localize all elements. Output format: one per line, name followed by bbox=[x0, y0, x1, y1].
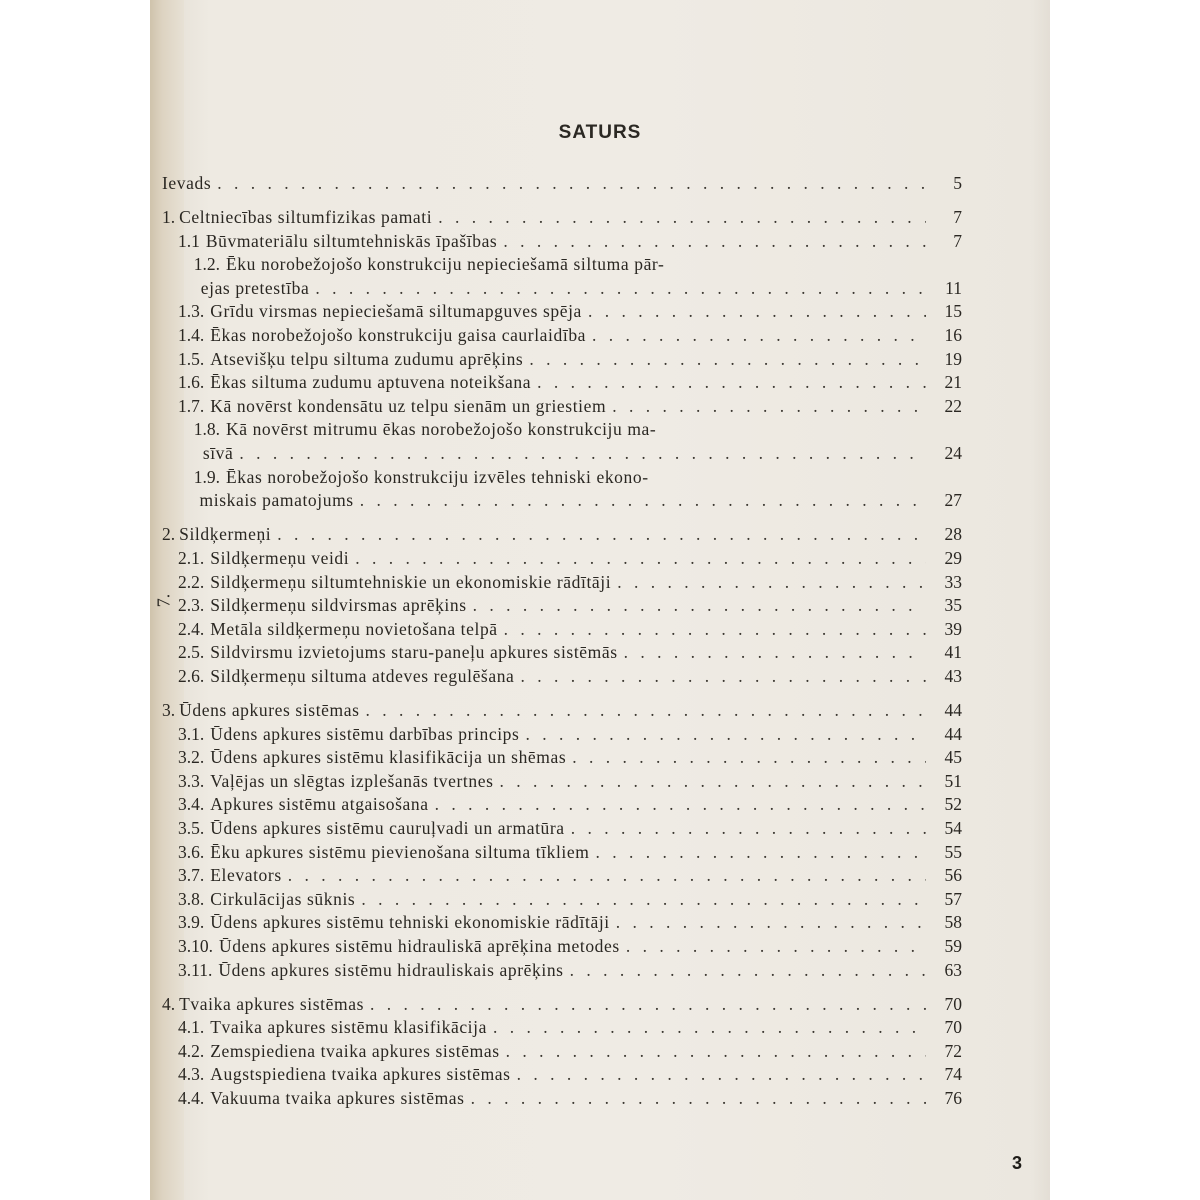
toc-entry bbox=[162, 911, 962, 935]
toc-entry-title: Vaļējas un slēgtas izplešanās tvertnes bbox=[210, 770, 494, 791]
toc-entry bbox=[162, 993, 962, 1017]
toc-entry-page: 5 bbox=[953, 173, 962, 193]
toc-entry bbox=[162, 277, 962, 301]
toc-entry-title: Ēku apkures sistēmu pievienošana siltuma tīkliem bbox=[210, 841, 590, 862]
toc-entry bbox=[162, 1087, 962, 1111]
toc-entry-number: 3. bbox=[162, 699, 176, 720]
toc-entry-page: 76 bbox=[944, 1087, 962, 1108]
toc-entry-number: 2.6. bbox=[178, 665, 205, 686]
toc-entry bbox=[162, 864, 962, 888]
toc-entry-title: Apkures sistēmu atgaisošana bbox=[210, 794, 429, 815]
toc-entry bbox=[162, 841, 962, 865]
toc-leader-dots bbox=[519, 723, 926, 747]
toc-entry-page: 56 bbox=[944, 865, 962, 886]
toc-leader-dots bbox=[349, 547, 926, 571]
toc-entry-title: Ūdens apkures sistēmu tehniski ekonomiskie rādītāji bbox=[210, 912, 610, 933]
toc-entry bbox=[162, 523, 962, 547]
toc-entry-number: 3.10. bbox=[178, 935, 213, 956]
toc-leader-dots bbox=[233, 442, 926, 466]
toc-entry-page: 24 bbox=[944, 443, 962, 464]
table-of-contents bbox=[162, 172, 962, 1111]
toc-leader-dots bbox=[354, 489, 926, 513]
toc-entry-number: 2.1. bbox=[178, 547, 205, 568]
toc-entry-title: Sildķermeņu sildvirsmas aprēķins bbox=[210, 595, 467, 616]
toc-entry bbox=[162, 959, 962, 983]
toc-entry-title: Sildvirsmu izvietojums staru-paneļu apkures sistēmās bbox=[210, 642, 618, 663]
toc-entry bbox=[162, 466, 962, 490]
page-title: SATURS bbox=[558, 122, 642, 143]
toc-entry bbox=[162, 371, 962, 395]
toc-entry bbox=[162, 641, 962, 665]
toc-leader-dots bbox=[611, 571, 926, 595]
toc-entry-title: Ūdens apkures sistēmu hidrauliskais aprēķins bbox=[218, 959, 564, 980]
toc-leader-dots bbox=[271, 523, 926, 547]
toc-leader-dots bbox=[606, 395, 926, 419]
toc-entry-page: 44 bbox=[944, 723, 962, 744]
toc-leader-dots bbox=[498, 618, 926, 642]
toc-entry bbox=[162, 888, 962, 912]
toc-entry-title: Tvaika apkures sistēmu klasifikācija bbox=[210, 1017, 487, 1038]
toc-entry bbox=[162, 723, 962, 747]
toc-leader-dots bbox=[511, 1063, 926, 1087]
toc-entry bbox=[162, 253, 962, 277]
toc-entry-page: 16 bbox=[944, 325, 962, 346]
toc-entry-title: Kā novērst mitrumu ēkas norobežojošo konstrukciju ma- bbox=[226, 419, 657, 440]
toc-entry-number: 3.7. bbox=[178, 865, 205, 886]
toc-leader-dots bbox=[565, 817, 926, 841]
toc-leader-dots bbox=[589, 841, 926, 865]
toc-entry bbox=[162, 665, 962, 689]
toc-entry-page: 63 bbox=[944, 959, 962, 980]
toc-entry-number: 4.1. bbox=[178, 1017, 205, 1038]
toc-leader-dots bbox=[514, 665, 926, 689]
toc-entry bbox=[162, 793, 962, 817]
toc-leader-dots bbox=[360, 699, 926, 723]
page-number: 3 bbox=[1012, 1153, 1023, 1173]
toc-entry-number: 4.4. bbox=[178, 1087, 205, 1108]
toc-entry-page: 55 bbox=[944, 841, 962, 862]
toc-entry bbox=[162, 770, 962, 794]
toc-entry-number: 1.9. bbox=[193, 466, 220, 487]
toc-entry-number: 2.2. bbox=[178, 571, 205, 592]
toc-entry bbox=[162, 300, 962, 324]
toc-entry-title: Augstspiediena tvaika apkures sistēmas bbox=[210, 1064, 511, 1085]
toc-entry-page: 39 bbox=[944, 618, 962, 639]
toc-entry-page: 72 bbox=[944, 1040, 962, 1061]
toc-entry bbox=[162, 324, 962, 348]
toc-entry-title: sīvā bbox=[202, 443, 234, 464]
toc-leader-dots bbox=[620, 935, 926, 959]
toc-leader-dots bbox=[610, 911, 926, 935]
toc-entry-number: 1.5. bbox=[178, 348, 205, 369]
toc-entry-title: Sildķermeņu veidi bbox=[210, 547, 350, 568]
toc-entry bbox=[162, 1016, 962, 1040]
toc-entry bbox=[162, 817, 962, 841]
toc-entry-page: 58 bbox=[944, 912, 962, 933]
toc-entry-title: Sildķermeņu siltumtehniskie un ekonomiskie rādītāji bbox=[210, 571, 612, 592]
toc-entry bbox=[162, 348, 962, 372]
toc-entry-number: 1.6. bbox=[178, 372, 205, 393]
toc-entry-page: 28 bbox=[944, 524, 962, 545]
toc-entry-page: 74 bbox=[944, 1064, 962, 1085]
toc-entry-page: 43 bbox=[944, 665, 962, 686]
toc-entry-number: 1.2. bbox=[193, 254, 220, 275]
toc-entry-number: 3.8. bbox=[178, 888, 205, 909]
toc-entry-title: Atsevišķu telpu siltuma zudumu aprēķins bbox=[210, 348, 524, 369]
toc-entry bbox=[162, 172, 962, 196]
toc-entry-title: Celtniecības siltumfizikas pamati bbox=[179, 207, 433, 228]
toc-entry-number: 2.5. bbox=[178, 642, 205, 663]
toc-entry-title: Ēku norobežojošo konstrukciju nepieciešamā siltuma pār- bbox=[226, 254, 665, 275]
toc-entry-number: 1.7. bbox=[178, 395, 205, 416]
toc-entry-page: 51 bbox=[944, 770, 962, 791]
toc-entry-page: 45 bbox=[944, 747, 962, 768]
toc-leader-dots bbox=[487, 1016, 926, 1040]
toc-leader-dots bbox=[494, 770, 926, 794]
toc-entry-title: Zemspiediena tvaika apkures sistēmas bbox=[210, 1040, 500, 1061]
toc-entry-title: Būvmateriālu siltumtehniskās īpašības bbox=[205, 230, 498, 251]
toc-leader-dots bbox=[564, 959, 926, 983]
toc-entry bbox=[162, 418, 962, 442]
toc-entry-page: 11 bbox=[945, 277, 962, 298]
toc-leader-dots bbox=[467, 594, 926, 618]
toc-entry-title: Ūdens apkures sistēmu klasifikācija un shēmas bbox=[210, 747, 567, 768]
toc-entry-number: 3.1. bbox=[178, 723, 205, 744]
toc-entry bbox=[162, 547, 962, 571]
toc-entry-page: 29 bbox=[944, 547, 962, 568]
toc-leader-dots bbox=[497, 230, 926, 254]
toc-leader-dots bbox=[364, 993, 926, 1017]
toc-entry-title: ejas pretestība bbox=[200, 277, 310, 298]
toc-entry-page: 70 bbox=[944, 993, 962, 1014]
toc-entry bbox=[162, 206, 962, 230]
toc-leader-dots bbox=[465, 1087, 926, 1111]
toc-entry-number: 2. bbox=[162, 524, 176, 545]
toc-entry-number: 1.8. bbox=[193, 419, 220, 440]
toc-leader-dots bbox=[523, 348, 926, 372]
toc-entry-number: 2.3. bbox=[178, 595, 205, 616]
toc-entry-title: Tvaika apkures sistēmas bbox=[179, 993, 364, 1014]
margin-mark: 7. bbox=[153, 593, 174, 608]
toc-entry-title: Ēkas norobežojošo konstrukciju izvēles tehniski ekono- bbox=[226, 466, 649, 487]
toc-leader-dots bbox=[429, 793, 926, 817]
toc-entry-number: 3.4. bbox=[178, 794, 205, 815]
toc-entry-number: 3.6. bbox=[178, 841, 205, 862]
toc-entry-page: 57 bbox=[944, 888, 962, 909]
toc-entry-number: 4.3. bbox=[178, 1064, 205, 1085]
toc-entry-title: Sildķermeņi bbox=[179, 524, 272, 545]
toc-entry-number: 1.3. bbox=[178, 301, 205, 322]
toc-entry-number: 3.9. bbox=[178, 912, 205, 933]
toc-entry-number: 3.11. bbox=[178, 959, 213, 980]
toc-entry bbox=[162, 935, 962, 959]
toc-entry-number: 1. bbox=[162, 207, 176, 228]
toc-entry-number: 1.1 bbox=[178, 230, 200, 251]
toc-entry-number: 4.2. bbox=[178, 1040, 205, 1061]
toc-leader-dots bbox=[211, 172, 926, 196]
toc-entry bbox=[162, 489, 962, 513]
toc-entry bbox=[162, 571, 962, 595]
toc-entry-page: 21 bbox=[944, 372, 962, 393]
toc-entry-title: Ēkas siltuma zudumu aptuvena noteikšana bbox=[210, 372, 532, 393]
toc-entry-page: 44 bbox=[944, 699, 962, 720]
toc-leader-dots bbox=[618, 641, 926, 665]
toc-entry-title: Sildķermeņu siltuma atdeves regulēšana bbox=[210, 665, 515, 686]
toc-entry-page: 7 bbox=[953, 230, 962, 251]
toc-entry-title: Ūdens apkures sistēmu hidrauliskā aprēķina metodes bbox=[219, 935, 620, 956]
toc-leader-dots bbox=[309, 277, 926, 301]
toc-entry-page: 35 bbox=[944, 595, 962, 616]
toc-entry-title: Metāla sildķermeņu novietošana telpā bbox=[210, 618, 498, 639]
toc-entry bbox=[162, 699, 962, 723]
toc-leader-dots bbox=[282, 864, 926, 888]
toc-entry-page: 70 bbox=[944, 1017, 962, 1038]
toc-leader-dots bbox=[531, 371, 926, 395]
toc-entry-page: 15 bbox=[944, 301, 962, 322]
toc-entry-title: miskais pamatojums bbox=[199, 490, 354, 511]
toc-entry-page: 33 bbox=[944, 571, 962, 592]
toc-entry-title: Ūdens apkures sistēmas bbox=[179, 699, 360, 720]
toc-entry-title: Ūdens apkures sistēmu darbības princips bbox=[210, 723, 520, 744]
toc-entry-number: 3.2. bbox=[178, 747, 205, 768]
toc-entry bbox=[162, 230, 962, 254]
toc-entry-page: 22 bbox=[944, 395, 962, 416]
toc-leader-dots bbox=[355, 888, 926, 912]
toc-entry-number: 3.3. bbox=[178, 770, 205, 791]
toc-entry-title: Elevators bbox=[210, 865, 282, 886]
toc-leader-dots bbox=[586, 324, 926, 348]
toc-entry-page: 19 bbox=[944, 348, 962, 369]
toc-leader-dots bbox=[500, 1040, 926, 1064]
toc-entry bbox=[162, 618, 962, 642]
toc-entry-title: Grīdu virsmas nepieciešamā siltumapguves spēja bbox=[210, 301, 582, 322]
toc-entry bbox=[162, 442, 962, 466]
toc-entry-title: Ūdens apkures sistēmu cauruļvadi un armatūra bbox=[210, 817, 565, 838]
toc-entry bbox=[162, 594, 962, 618]
toc-entry bbox=[162, 1063, 962, 1087]
toc-entry-title: Ēkas norobežojošo konstrukciju gaisa caurlaidība bbox=[210, 325, 587, 346]
toc-entry-number: 4. bbox=[162, 993, 176, 1014]
toc-entry-page: 41 bbox=[944, 642, 962, 663]
toc-entry-page: 59 bbox=[944, 935, 962, 956]
toc-leader-dots bbox=[432, 206, 926, 230]
toc-entry-page: 52 bbox=[944, 794, 962, 815]
toc-leader-dots bbox=[582, 300, 926, 324]
toc-entry-title: Kā novērst kondensātu uz telpu sienām un griestiem bbox=[210, 395, 607, 416]
toc-entry-title: Vakuuma tvaika apkures sistēmas bbox=[210, 1087, 465, 1108]
toc-entry-page: 27 bbox=[944, 490, 962, 511]
toc-entry-title: Ievads bbox=[162, 173, 212, 193]
toc-entry-number: 1.4. bbox=[178, 325, 205, 346]
toc-entry-number: 3.5. bbox=[178, 817, 205, 838]
toc-leader-dots bbox=[566, 746, 926, 770]
toc-entry-page: 7 bbox=[953, 207, 962, 228]
toc-entry bbox=[162, 1040, 962, 1064]
toc-entry-page: 54 bbox=[944, 817, 962, 838]
toc-entry bbox=[162, 395, 962, 419]
toc-entry-number: 2.4. bbox=[178, 618, 205, 639]
toc-entry-title: Cirkulācijas sūknis bbox=[210, 888, 356, 909]
toc-entry bbox=[162, 746, 962, 770]
